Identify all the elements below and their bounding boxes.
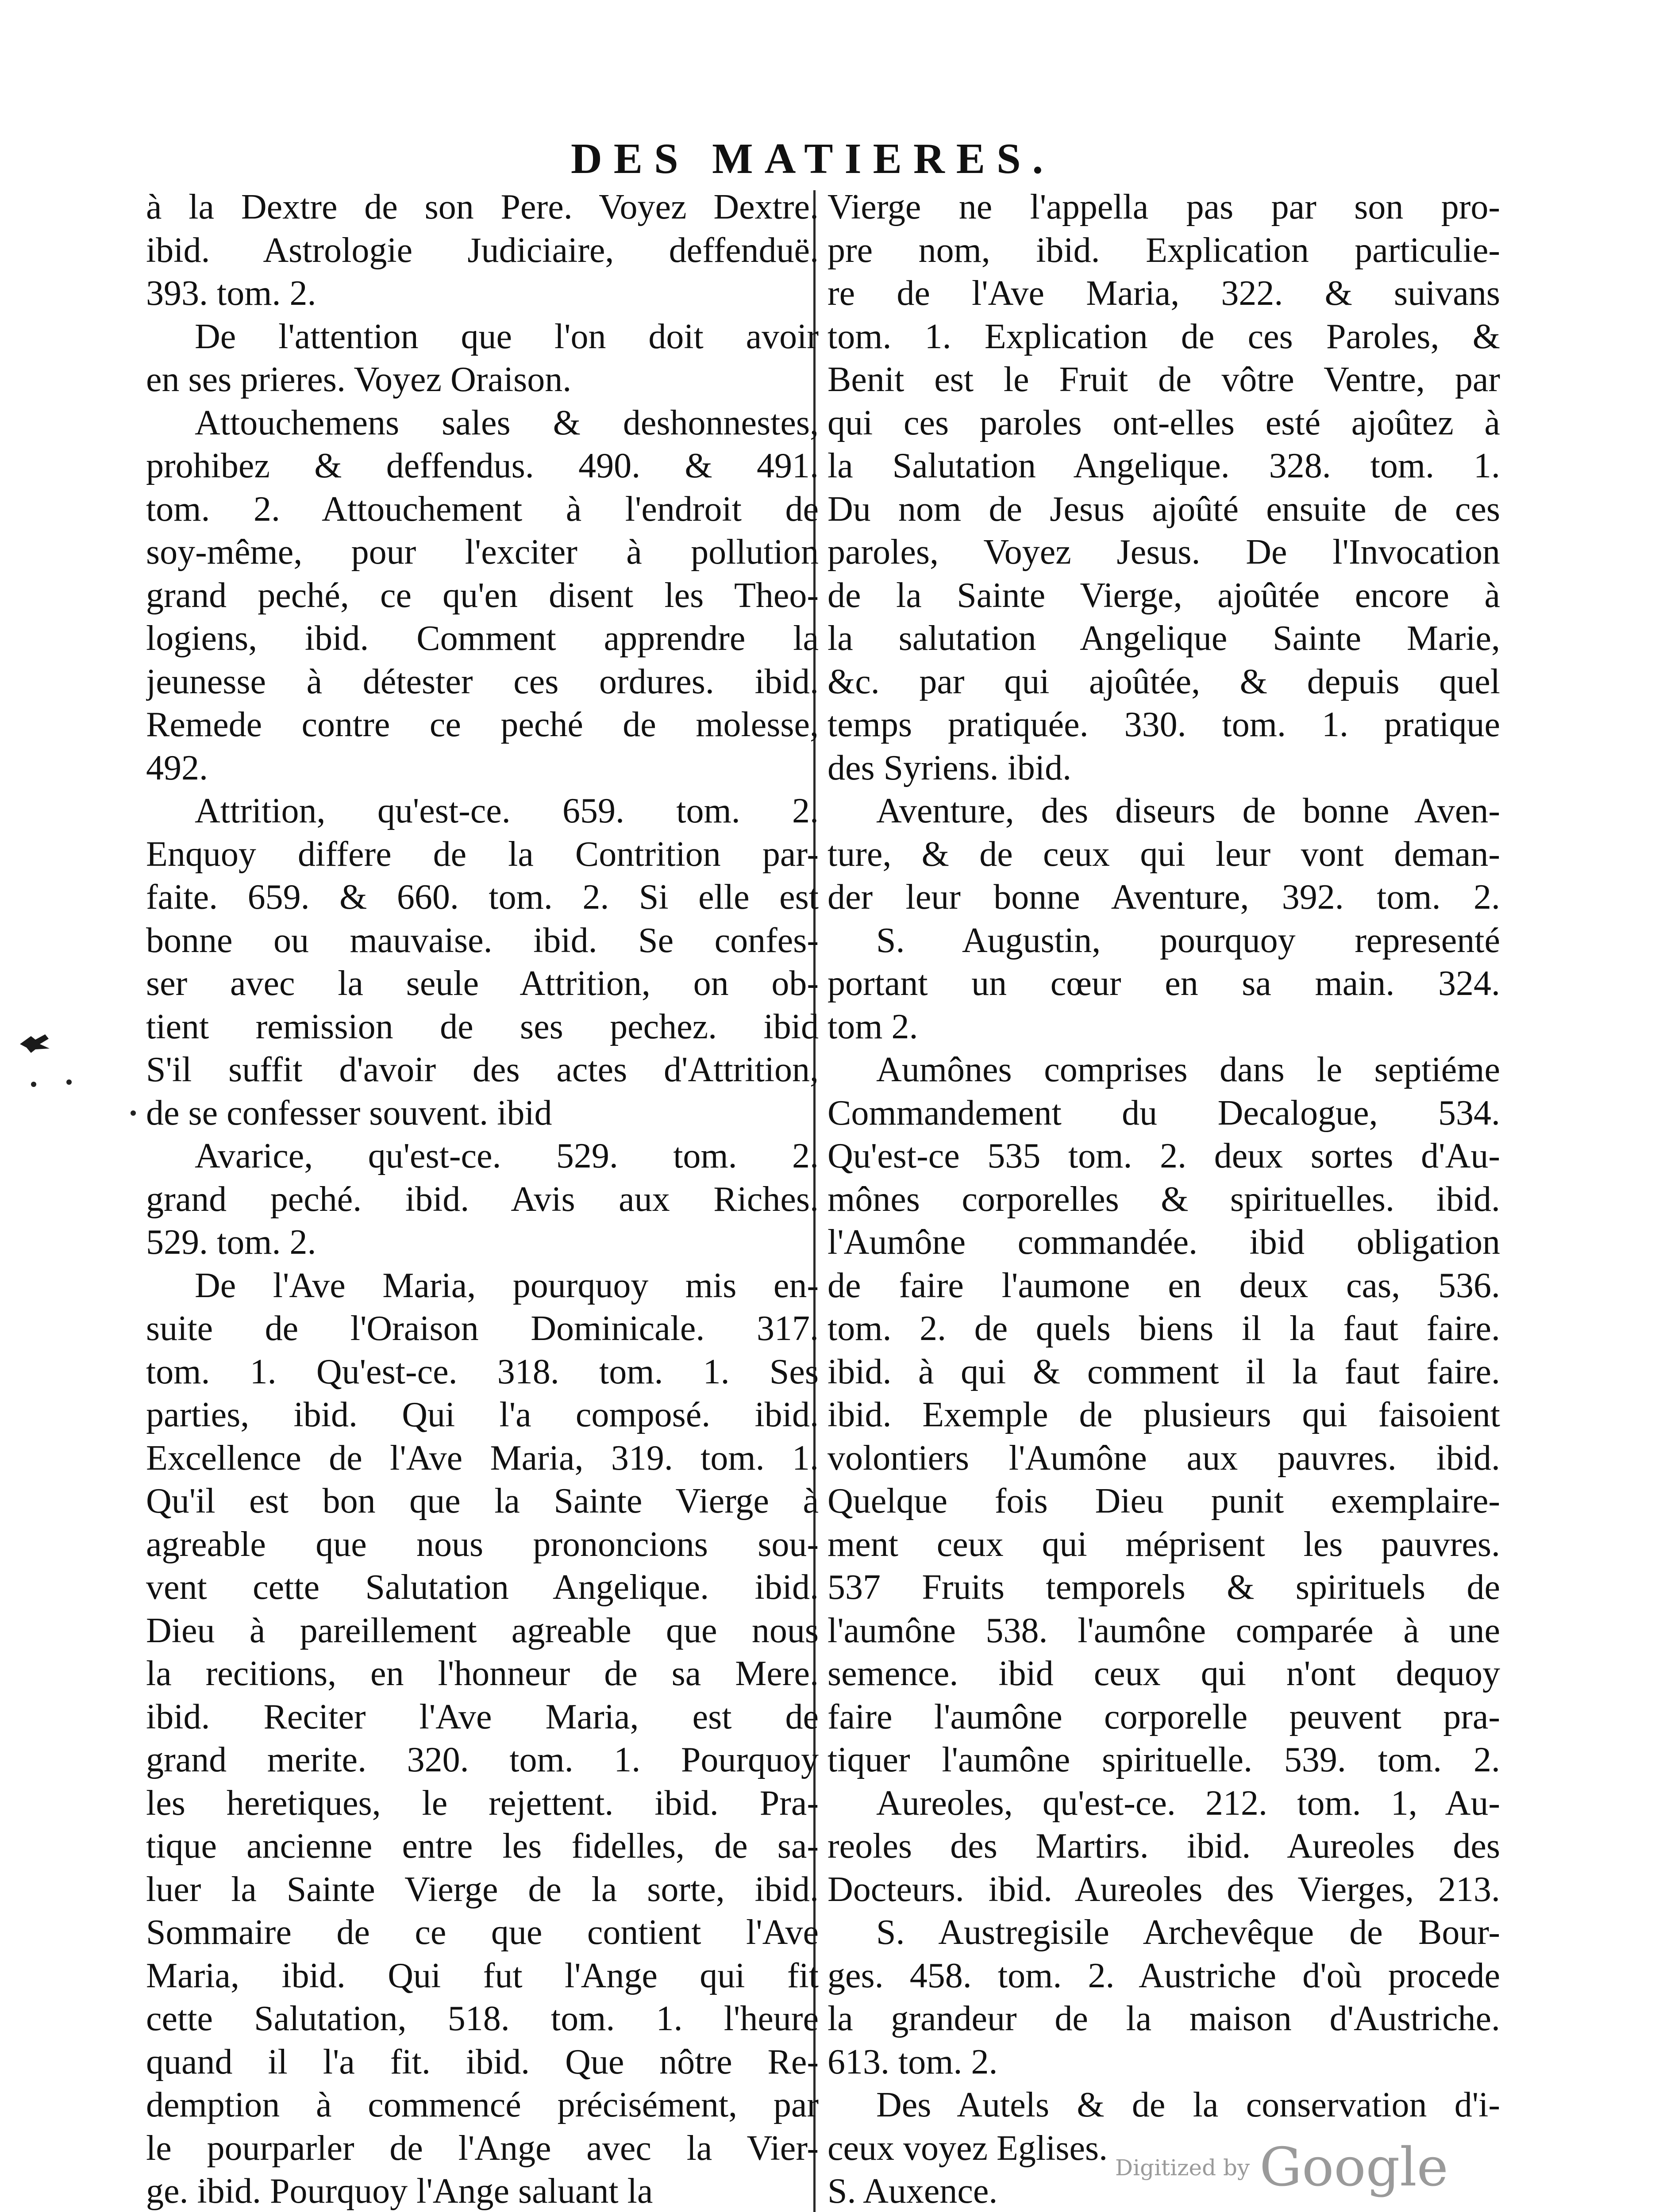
google-logo-text: Google xyxy=(1259,2137,1448,2198)
index-line: Aureoles, qu'est-ce. 212. tom. 1, Au- xyxy=(876,1783,1500,1823)
index-line: &c. par qui ajoûtée, & depuis quel xyxy=(828,662,1500,701)
index-line: ture, & de ceux qui leur vont deman- xyxy=(828,834,1500,874)
index-line: ceux voyez Eglises. xyxy=(828,2128,1108,2168)
index-line: Qu'est-ce 535 tom. 2. deux sortes d'Au- xyxy=(828,1137,1500,1175)
digitized-watermark xyxy=(1115,2137,1448,2198)
index-line: quand il l'a fit. ibid. Que nôtre Re- xyxy=(146,2042,819,2081)
index-line: la grandeur de la maison d'Austriche. xyxy=(828,1999,1500,2038)
index-line: l'aumône 538. l'aumône comparée à une xyxy=(828,1611,1500,1650)
index-line: ge. ibid. Pourquoy l'Ange saluant la xyxy=(146,2172,653,2211)
index-line: 492. xyxy=(146,748,208,787)
index-line: Excellence de l'Ave Maria, 319. tom. 1. xyxy=(146,1438,819,1478)
index-line: Remede contre ce peché de molesse, xyxy=(146,705,819,744)
index-line: pre nom, ibid. Explication particulie- xyxy=(828,230,1500,270)
index-line: tom. 1. Explication de ces Paroles, & xyxy=(828,317,1500,356)
index-line: l'Aumône commandée. ibid obligation xyxy=(828,1223,1500,1262)
index-line: mônes corporelles & spirituelles. ibid. xyxy=(828,1179,1500,1219)
index-line: grand peché, ce qu'en disent les Theo- xyxy=(146,576,819,615)
index-line: de faire l'aumone en deux cas, 536. xyxy=(828,1266,1500,1305)
index-line: Qu'il est bon que la Sainte Vierge à xyxy=(146,1482,819,1521)
index-line: suite de l'Oraison Dominicale. 317. xyxy=(146,1309,819,1348)
index-line: 529. tom. 2. xyxy=(146,1223,316,1262)
index-line: S'il suffit d'avoir des actes d'Attrition, xyxy=(146,1050,819,1089)
index-line: temps pratiquée. 330. tom. 1. pratique xyxy=(828,705,1500,744)
index-line: ibid. Astrologie Judiciaire, deffenduë. xyxy=(146,230,819,270)
index-line: ibid. à qui & comment il la faut faire. xyxy=(828,1352,1500,1391)
index-line: Quelque fois Dieu punit exemplaire- xyxy=(828,1482,1500,1521)
index-line: semence. ibid ceux qui n'ont dequoy xyxy=(828,1654,1500,1693)
index-line: der leur bonne Aventure, 392. tom. 2. xyxy=(828,878,1500,917)
index-line: S. Auxence. xyxy=(828,2172,998,2211)
index-line: S. Austregisile Archevêque de Bour- xyxy=(876,1913,1500,1952)
index-line: cette Salutation, 518. tom. 1. l'heure xyxy=(146,1999,819,2038)
index-line: tique ancienne entre les fidelles, de sa- xyxy=(146,1827,819,1866)
index-line: De l'Ave Maria, pourquoy mis en- xyxy=(195,1266,819,1305)
index-line: Du nom de Jesus ajoûté ensuite de ces xyxy=(828,489,1500,529)
index-line: De l'attention que l'on doit avoir xyxy=(195,317,819,356)
index-line: bonne ou mauvaise. ibid. Se confes- xyxy=(146,921,819,960)
index-line: tiquer l'aumône spirituelle. 539. tom. 2. xyxy=(828,1740,1500,1779)
index-line: tient remission de ses pechez. ibid xyxy=(146,1007,819,1046)
index-line: tom. 2. de quels biens il la faut faire. xyxy=(828,1309,1500,1348)
right-column xyxy=(828,186,1500,2212)
index-line: tom. 2. Attouchement à l'endroit de xyxy=(146,489,819,529)
index-line: grand merite. 320. tom. 1. Pourquoy xyxy=(146,1740,819,1779)
index-line: la salutation Angelique Sainte Marie, xyxy=(828,619,1500,658)
index-line: la Salutation Angelique. 328. tom. 1. xyxy=(828,446,1500,485)
index-line: Aventure, des diseurs de bonne Aven- xyxy=(876,791,1500,830)
index-line: agreable que nous prononcions sou- xyxy=(146,1525,819,1564)
index-line: Commandement du Decalogue, 534. xyxy=(828,1093,1500,1133)
index-line: Benit est le Fruit de vôtre Ventre, par xyxy=(828,360,1500,399)
ink-speck xyxy=(131,1110,136,1116)
index-line: jeunesse à détester ces ordures. ibid. xyxy=(146,662,819,701)
index-line: volontiers l'Aumône aux pauvres. ibid. xyxy=(828,1438,1500,1478)
index-line: 613. tom. 2. xyxy=(828,2042,998,2081)
index-line: Docteurs. ibid. Aureoles des Vierges, 213. xyxy=(828,1870,1500,1909)
index-line: Attouchemens sales & deshonnestes, xyxy=(195,403,819,442)
index-line: Sommaire de ce que contient l'Ave xyxy=(146,1913,819,1952)
index-line: tom. 1. Qu'est-ce. 318. tom. 1. Ses xyxy=(146,1352,819,1391)
index-line: Des Autels & de la conservation d'i- xyxy=(876,2085,1500,2124)
index-line: à la Dextre de son Pere. Voyez Dextre. xyxy=(146,188,819,227)
index-line: grand peché. ibid. Avis aux Riches. xyxy=(146,1179,819,1219)
ink-speck xyxy=(66,1079,72,1085)
watermark-prefix: Digitized by xyxy=(1115,2154,1250,2181)
index-line: ges. 458. tom. 2. Austriche d'où procede xyxy=(828,1956,1500,1995)
index-line: parties, ibid. Qui l'a composé. ibid. xyxy=(146,1395,819,1434)
index-line: Avarice, qu'est-ce. 529. tom. 2. xyxy=(195,1137,819,1175)
index-line: la recitions, en l'honneur de sa Mere. xyxy=(146,1654,819,1693)
index-line: les heretiques, le rejettent. ibid. Pra- xyxy=(146,1783,819,1823)
index-line: en ses prieres. Voyez Oraison. xyxy=(146,360,572,399)
index-line: vent cette Salutation Angelique. ibid. xyxy=(146,1568,819,1607)
ink-speck xyxy=(31,1082,36,1087)
index-line: prohibez & deffendus. 490. & 491. xyxy=(146,446,819,485)
page-header: DES MATIERES. xyxy=(571,135,1055,183)
index-line: de la Sainte Vierge, ajoûtée encore à xyxy=(828,576,1500,615)
index-line: 537 Fruits temporels & spirituels de xyxy=(828,1568,1500,1607)
index-line: 393. tom. 2. xyxy=(146,274,316,313)
index-line: faite. 659. & 660. tom. 2. Si elle est xyxy=(146,878,819,917)
index-line: Dieu à pareillement agreable que nous xyxy=(146,1611,819,1650)
index-line: des Syriens. ibid. xyxy=(828,748,1072,787)
index-line: paroles, Voyez Jesus. De l'Invocation xyxy=(828,533,1500,572)
index-line: demption à commencé précisément, par xyxy=(146,2085,819,2124)
index-line: ment ceux qui méprisent les pauvres. xyxy=(828,1525,1500,1564)
index-line: ibid. Reciter l'Ave Maria, est de xyxy=(146,1697,819,1736)
ink-blot-mark xyxy=(18,1031,53,1055)
index-line: tom 2. xyxy=(828,1007,918,1046)
index-line: re de l'Ave Maria, 322. & suivans xyxy=(828,274,1500,313)
index-line: le pourparler de l'Ange avec la Vier- xyxy=(146,2128,819,2168)
index-line: qui ces paroles ont-elles esté ajoûtez à xyxy=(828,403,1500,442)
index-line: Aumônes comprises dans le septiéme xyxy=(876,1050,1500,1089)
index-line: Attrition, qu'est-ce. 659. tom. 2. xyxy=(195,791,819,830)
left-column xyxy=(146,186,819,2212)
index-line: ibid. Exemple de plusieurs qui faisoient xyxy=(828,1395,1500,1434)
index-line: Maria, ibid. Qui fut l'Ange qui fit xyxy=(146,1956,819,1995)
index-line: S. Augustin, pourquoy representé xyxy=(876,921,1500,960)
index-line: Vierge ne l'appella pas par son pro- xyxy=(828,188,1500,227)
index-line: soy-même, pour l'exciter à pollution xyxy=(146,533,819,572)
index-line: logiens, ibid. Comment apprendre la xyxy=(146,619,819,658)
index-line: ser avec la seule Attrition, on ob- xyxy=(146,964,819,1003)
index-line: reoles des Martirs. ibid. Aureoles des xyxy=(828,1827,1500,1866)
index-line: de se confesser souvent. ibid xyxy=(146,1093,552,1133)
index-line: portant un cœur en sa main. 324. xyxy=(828,964,1500,1003)
index-line: Enquoy differe de la Contrition par- xyxy=(146,834,819,874)
index-line: faire l'aumône corporelle peuvent pra- xyxy=(828,1697,1500,1736)
index-line: luer la Sainte Vierge de la sorte, ibid. xyxy=(146,1870,819,1909)
